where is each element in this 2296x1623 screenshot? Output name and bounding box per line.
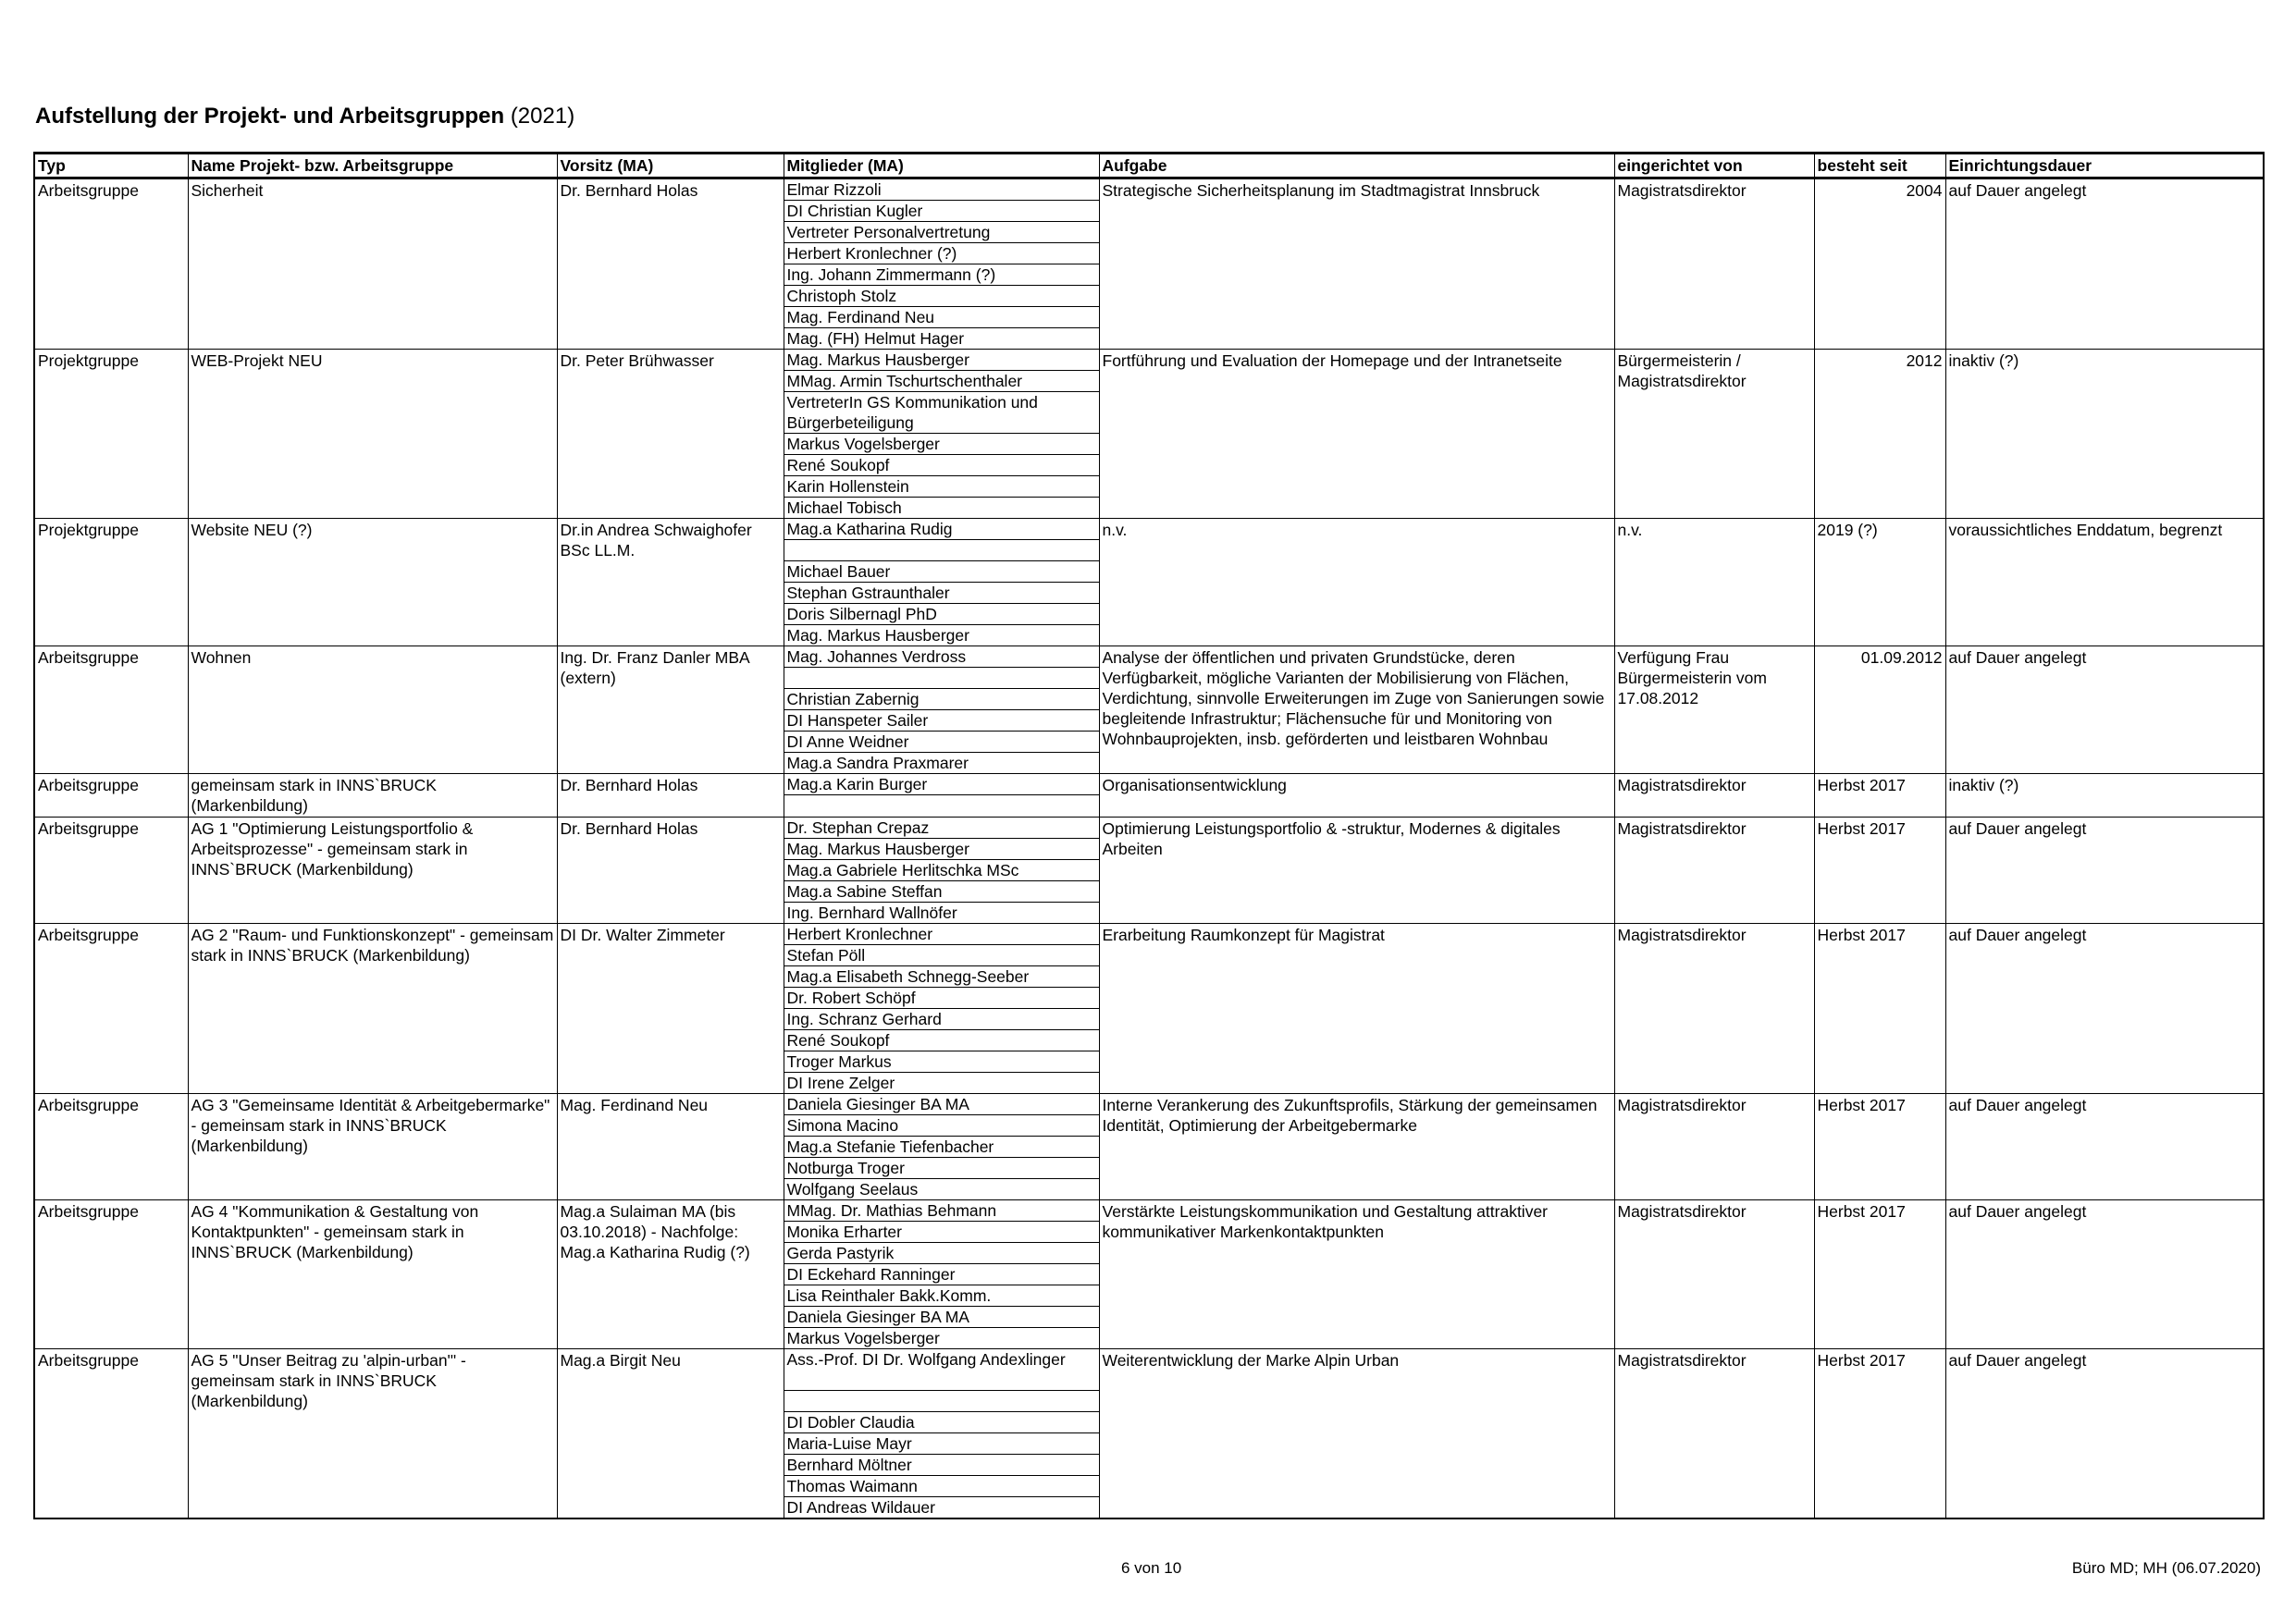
cell-dauer: voraussichtliches Enddatum, begrenzt bbox=[1945, 519, 2264, 646]
cell-seit: 2004 bbox=[1814, 178, 1945, 350]
cell-vorsitz: Mag.a Birgit Neu bbox=[557, 1349, 784, 1519]
member-entry: Dr. Stephan Crepaz bbox=[784, 818, 1099, 839]
cell-mitglieder bbox=[784, 1094, 1099, 1200]
table-header-row bbox=[34, 154, 2264, 178]
member-entry: Mag.a Elisabeth Schnegg-Seeber bbox=[784, 966, 1099, 988]
member-entry: Mag.a Sabine Steffan bbox=[784, 881, 1099, 903]
header-seit: besteht seit bbox=[1814, 154, 1945, 178]
header-mitglieder: Mitglieder (MA) bbox=[784, 154, 1099, 178]
cell-aufgabe: Optimierung Leistungsportfolio & -struktur, Modernes & digitales Arbeiten bbox=[1099, 818, 1614, 924]
member-entry: Mag. (FH) Helmut Hager bbox=[786, 329, 965, 348]
member-entry: Ing. Schranz Gerhard bbox=[784, 1009, 1099, 1030]
cell-name: AG 1 "Optimierung Leistungsportfolio & Arbeitsprozesse" - gemeinsam stark in INNS`BRUCK (Markenbildung) bbox=[188, 818, 557, 924]
cell-seit: Herbst 2017 bbox=[1814, 1349, 1945, 1519]
cell-seit: Herbst 2017 bbox=[1814, 1200, 1945, 1349]
member-entry: Ass.-Prof. DI Dr. Wolfgang Andexlinger bbox=[784, 1349, 1099, 1391]
cell-eingerichtet: Magistratsdirektor bbox=[1614, 774, 1814, 818]
cell-name: Website NEU (?) bbox=[188, 519, 557, 646]
cell-typ: Arbeitsgruppe bbox=[34, 1349, 188, 1519]
member-entry: Mag.a Stefanie Tiefenbacher bbox=[784, 1137, 1099, 1158]
member-entry: Thomas Waimann bbox=[784, 1476, 1099, 1497]
member-entry: Maria-Luise Mayr bbox=[784, 1433, 1099, 1455]
cell-mitglieder bbox=[784, 774, 1099, 818]
member-entry: Daniela Giesinger BA MA bbox=[784, 1094, 1099, 1115]
member-entry bbox=[784, 795, 1099, 816]
table-row bbox=[34, 774, 2264, 818]
member-entry: DI Christian Kugler bbox=[784, 201, 1099, 222]
cell-vorsitz: Dr. Bernhard Holas bbox=[557, 178, 784, 350]
table-body bbox=[34, 178, 2264, 1519]
cell-dauer: auf Dauer angelegt bbox=[1945, 1349, 2264, 1519]
cell-eingerichtet: Magistratsdirektor bbox=[1614, 1349, 1814, 1519]
member-entry: DI Irene Zelger bbox=[786, 1074, 895, 1092]
cell-seit: Herbst 2017 bbox=[1814, 818, 1945, 924]
header-dauer: Einrichtungsdauer bbox=[1945, 154, 2264, 178]
member-entry: Stefan Pöll bbox=[784, 945, 1099, 966]
member-entry: Markus Vogelsberger bbox=[784, 434, 1099, 455]
cell-eingerichtet: Magistratsdirektor bbox=[1614, 924, 1814, 1094]
member-entry: MMag. Dr. Mathias Behmann bbox=[784, 1200, 1099, 1222]
cell-dauer: auf Dauer angelegt bbox=[1945, 646, 2264, 774]
cell-typ: Arbeitsgruppe bbox=[34, 1200, 188, 1349]
cell-seit: 2019 (?) bbox=[1814, 519, 1945, 646]
cell-aufgabe: Strategische Sicherheitsplanung im Stadtmagistrat Innsbruck bbox=[1099, 178, 1614, 350]
title-main: Aufstellung der Projekt- und Arbeitsgruppen bbox=[35, 104, 505, 129]
member-entry: Mag. Markus Hausberger bbox=[784, 839, 1099, 860]
member-entry: Daniela Giesinger BA MA bbox=[784, 1307, 1099, 1328]
member-entry: Gerda Pastyrik bbox=[784, 1243, 1099, 1264]
cell-dauer: auf Dauer angelegt bbox=[1945, 1200, 2264, 1349]
member-entry: DI Hanspeter Sailer bbox=[784, 710, 1099, 732]
member-entry: Mag.a Gabriele Herlitschka MSc bbox=[784, 860, 1099, 881]
cell-vorsitz: Dr. Bernhard Holas bbox=[557, 818, 784, 924]
table-row bbox=[34, 1200, 2264, 1349]
table-row bbox=[34, 1094, 2264, 1200]
member-entry: Christoph Stolz bbox=[784, 286, 1099, 307]
cell-name: AG 4 "Kommunikation & Gestaltung von Kontaktpunkten" - gemeinsam stark in INNS`BRUCK (Markenbildung) bbox=[188, 1200, 557, 1349]
member-entry: Elmar Rizzoli bbox=[784, 179, 1099, 201]
member-entry: Karin Hollenstein bbox=[784, 476, 1099, 498]
member-entry bbox=[784, 540, 1099, 561]
member-entry: Markus Vogelsberger bbox=[786, 1329, 940, 1347]
cell-name: Wohnen bbox=[188, 646, 557, 774]
cell-typ: Arbeitsgruppe bbox=[34, 178, 188, 350]
table-row bbox=[34, 519, 2264, 646]
cell-mitglieder bbox=[784, 924, 1099, 1094]
cell-eingerichtet: Magistratsdirektor bbox=[1614, 818, 1814, 924]
cell-name: AG 3 "Gemeinsame Identität & Arbeitgebermarke" - gemeinsam stark in INNS`BRUCK (Markenbildung) bbox=[188, 1094, 557, 1200]
working-groups-table-wrap bbox=[33, 152, 2263, 1519]
cell-eingerichtet: Bürgermeisterin / Magistratsdirektor bbox=[1614, 350, 1814, 519]
member-entry: René Soukopf bbox=[784, 1030, 1099, 1051]
cell-typ: Projektgruppe bbox=[34, 350, 188, 519]
member-entry: Mag.a Katharina Rudig bbox=[784, 519, 1099, 540]
member-entry: Herbert Kronlechner (?) bbox=[784, 243, 1099, 264]
table-row bbox=[34, 1349, 2264, 1519]
cell-name: AG 2 "Raum- und Funktionskonzept" - gemeinsam stark in INNS`BRUCK (Markenbildung) bbox=[188, 924, 557, 1094]
cell-mitglieder bbox=[784, 646, 1099, 774]
member-entry: Dr. Robert Schöpf bbox=[784, 988, 1099, 1009]
cell-dauer: inaktiv (?) bbox=[1945, 774, 2264, 818]
table-row bbox=[34, 646, 2264, 774]
cell-vorsitz: Dr.in Andrea Schwaighofer BSc LL.M. bbox=[557, 519, 784, 646]
cell-name: AG 5 "Unser Beitrag zu 'alpin-urban'" - gemeinsam stark in INNS`BRUCK (Markenbildung) bbox=[188, 1349, 557, 1519]
member-entry: DI Dobler Claudia bbox=[784, 1412, 1099, 1433]
cell-aufgabe: Erarbeitung Raumkonzept für Magistrat bbox=[1099, 924, 1614, 1094]
cell-aufgabe: Verstärkte Leistungskommunikation und Gestaltung attraktiver kommunikativer Markenkontaktpunkten bbox=[1099, 1200, 1614, 1349]
cell-aufgabe: Interne Verankerung des Zukunftsprofils, Stärkung der gemeinsamen Identität, Optimierung der Arbeitgebermarke bbox=[1099, 1094, 1614, 1200]
member-entry: Wolfgang Seelaus bbox=[786, 1180, 919, 1199]
page-title bbox=[35, 104, 574, 129]
cell-dauer: auf Dauer angelegt bbox=[1945, 1094, 2264, 1200]
cell-typ: Arbeitsgruppe bbox=[34, 774, 188, 818]
cell-aufgabe: Fortführung und Evaluation der Homepage und der Intranetseite bbox=[1099, 350, 1614, 519]
member-entry: Mag. Johannes Verdross bbox=[784, 646, 1099, 668]
cell-vorsitz: DI Dr. Walter Zimmeter bbox=[557, 924, 784, 1094]
member-entry: VertreterIn GS Kommunikation und Bürgerbeteiligung bbox=[784, 392, 1099, 434]
cell-vorsitz: Ing. Dr. Franz Danler MBA (extern) bbox=[557, 646, 784, 774]
member-entry: Vertreter Personalvertretung bbox=[784, 222, 1099, 243]
header-vorsitz: Vorsitz (MA) bbox=[557, 154, 784, 178]
cell-name: WEB-Projekt NEU bbox=[188, 350, 557, 519]
table-row bbox=[34, 178, 2264, 350]
member-entry: Troger Markus bbox=[784, 1051, 1099, 1073]
header-name: Name Projekt- bzw. Arbeitsgruppe bbox=[188, 154, 557, 178]
cell-eingerichtet: Magistratsdirektor bbox=[1614, 1200, 1814, 1349]
header-eingerichtet: eingerichtet von bbox=[1614, 154, 1814, 178]
cell-aufgabe: Organisationsentwicklung bbox=[1099, 774, 1614, 818]
title-year: (2021) bbox=[510, 104, 575, 129]
table-row bbox=[34, 818, 2264, 924]
header-typ: Typ bbox=[34, 154, 188, 178]
cell-typ: Arbeitsgruppe bbox=[34, 924, 188, 1094]
cell-seit: Herbst 2017 bbox=[1814, 1094, 1945, 1200]
cell-mitglieder bbox=[784, 1349, 1099, 1519]
footer-author-date: Büro MD; MH (06.07.2020) bbox=[2071, 1559, 2261, 1577]
cell-eingerichtet: Magistratsdirektor bbox=[1614, 178, 1814, 350]
member-entry bbox=[784, 1391, 1099, 1412]
member-entry: Lisa Reinthaler Bakk.Komm. bbox=[784, 1285, 1099, 1307]
member-entry: Mag. Markus Hausberger bbox=[784, 350, 1099, 371]
member-entry: Simona Macino bbox=[784, 1115, 1099, 1137]
cell-mitglieder bbox=[784, 818, 1099, 924]
cell-typ: Projektgruppe bbox=[34, 519, 188, 646]
cell-name: gemeinsam stark in INNS`BRUCK (Markenbildung) bbox=[188, 774, 557, 818]
member-entry: Bernhard Möltner bbox=[784, 1455, 1099, 1476]
member-entry: Doris Silbernagl PhD bbox=[784, 604, 1099, 625]
member-entry: Christian Zabernig bbox=[784, 689, 1099, 710]
cell-typ: Arbeitsgruppe bbox=[34, 1094, 188, 1200]
cell-eingerichtet: Verfügung Frau Bürgermeisterin vom 17.08.2012 bbox=[1614, 646, 1814, 774]
member-entry: Mag. Ferdinand Neu bbox=[784, 307, 1099, 328]
cell-typ: Arbeitsgruppe bbox=[34, 646, 188, 774]
table-row bbox=[34, 350, 2264, 519]
member-entry: DI Eckehard Ranninger bbox=[784, 1264, 1099, 1285]
member-entry: DI Anne Weidner bbox=[784, 732, 1099, 753]
member-entry: Ing. Bernhard Wallnöfer bbox=[786, 904, 957, 922]
cell-seit: 2012 bbox=[1814, 350, 1945, 519]
member-entry: Ing. Johann Zimmermann (?) bbox=[784, 264, 1099, 286]
cell-seit: 01.09.2012 bbox=[1814, 646, 1945, 774]
header-aufgabe: Aufgabe bbox=[1099, 154, 1614, 178]
cell-vorsitz: Dr. Peter Brühwasser bbox=[557, 350, 784, 519]
member-entry: Monika Erharter bbox=[784, 1222, 1099, 1243]
member-entry: Stephan Gstraunthaler bbox=[784, 583, 1099, 604]
cell-vorsitz: Dr. Bernhard Holas bbox=[557, 774, 784, 818]
cell-vorsitz: Mag. Ferdinand Neu bbox=[557, 1094, 784, 1200]
cell-dauer: auf Dauer angelegt bbox=[1945, 178, 2264, 350]
member-entry: Notburga Troger bbox=[784, 1158, 1099, 1179]
member-entry bbox=[784, 668, 1099, 689]
cell-aufgabe: Weiterentwicklung der Marke Alpin Urban bbox=[1099, 1349, 1614, 1519]
member-entry: Herbert Kronlechner bbox=[784, 924, 1099, 945]
cell-mitglieder bbox=[784, 519, 1099, 646]
cell-vorsitz: Mag.a Sulaiman MA (bis 03.10.2018) - Nachfolge: Mag.a Katharina Rudig (?) bbox=[557, 1200, 784, 1349]
member-entry: Mag.a Sandra Praxmarer bbox=[786, 754, 969, 772]
cell-dauer: auf Dauer angelegt bbox=[1945, 818, 2264, 924]
member-entry: René Soukopf bbox=[784, 455, 1099, 476]
member-entry: Mag.a Karin Burger bbox=[784, 774, 1099, 795]
cell-eingerichtet: n.v. bbox=[1614, 519, 1814, 646]
member-entry: Mag. Markus Hausberger bbox=[786, 626, 969, 645]
cell-aufgabe: Analyse der öffentlichen und privaten Grundstücke, deren Verfügbarkeit, mögliche Varianten der Mobilisierung von Flächen, Verdichtung, sinnvolle Erweiterungen im Zuge von Sanierungen sowie begleitende Infrastruktur; Flächensuche für und Monitoring von Wohnbauprojekten, insb. geförderten und leistbaren Wohnbau bbox=[1099, 646, 1614, 774]
cell-name: Sicherheit bbox=[188, 178, 557, 350]
cell-mitglieder bbox=[784, 350, 1099, 519]
table-row bbox=[34, 924, 2264, 1094]
cell-typ: Arbeitsgruppe bbox=[34, 818, 188, 924]
cell-mitglieder bbox=[784, 1200, 1099, 1349]
cell-dauer: inaktiv (?) bbox=[1945, 350, 2264, 519]
cell-aufgabe: n.v. bbox=[1099, 519, 1614, 646]
member-entry: Michael Tobisch bbox=[786, 498, 902, 517]
member-entry: Michael Bauer bbox=[784, 561, 1099, 583]
page-number: 6 von 10 bbox=[1121, 1559, 1182, 1577]
member-entry: DI Andreas Wildauer bbox=[786, 1498, 935, 1517]
cell-dauer: auf Dauer angelegt bbox=[1945, 924, 2264, 1094]
cell-seit: Herbst 2017 bbox=[1814, 774, 1945, 818]
member-entry: MMag. Armin Tschurtschenthaler bbox=[784, 371, 1099, 392]
cell-eingerichtet: Magistratsdirektor bbox=[1614, 1094, 1814, 1200]
cell-seit: Herbst 2017 bbox=[1814, 924, 1945, 1094]
working-groups-table bbox=[33, 152, 2265, 1519]
cell-mitglieder bbox=[784, 178, 1099, 350]
